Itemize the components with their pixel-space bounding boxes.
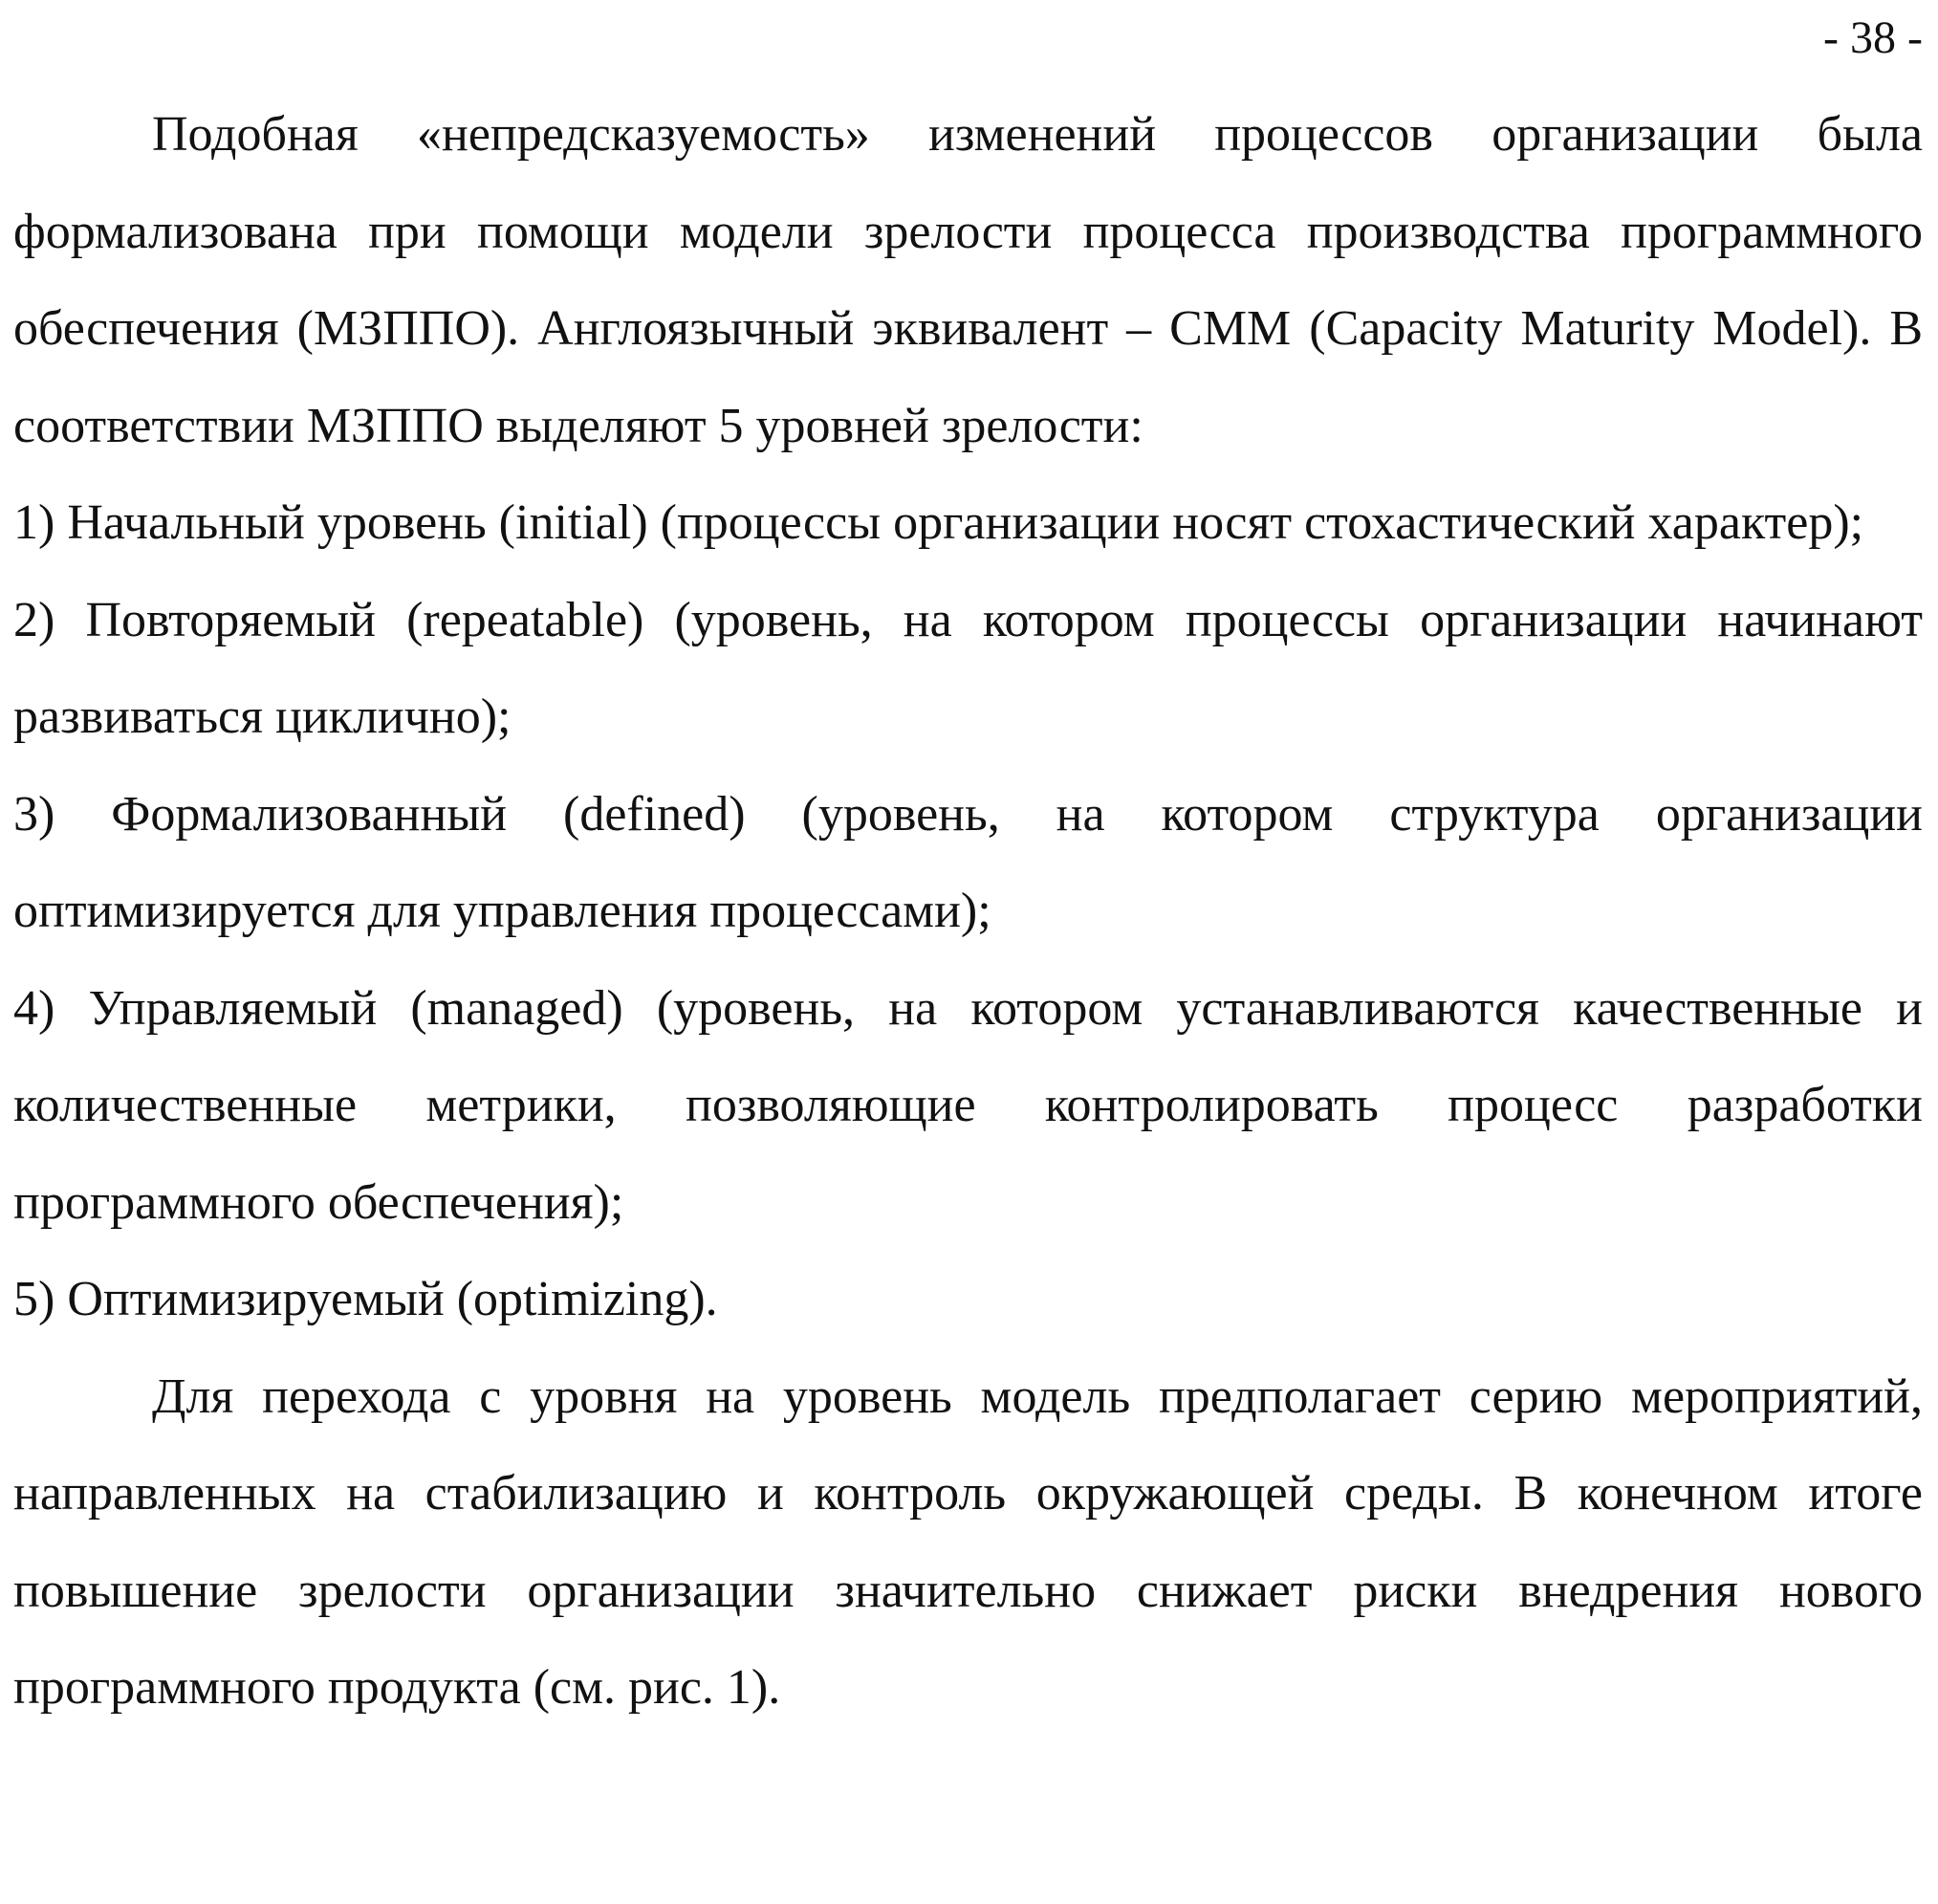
document-body: [13, 86, 1923, 1737]
intro-paragraph: Подобная «непредсказуемость» изменений процессов организации была формализована при помощи модели зрелости процесса производства программного обеспечения (МЗППО). Англоязычный эквивалент – СММ (Capacity Maturity Model). В соответствии МЗППО выделяют 5 уровней зрелости:: [13, 107, 1923, 453]
outro-paragraph: Для перехода с уровня на уровень модель предполагает серию мероприятий, направленных на стабилизацию и контроль окружающей среды. В конечном итоге повышение зрелости организации значительно снижает риски внедрения нового программного продукта (см. рис. 1).: [13, 1368, 1923, 1715]
list-item-level-5: 5) Оптимизируемый (optimizing).: [13, 1272, 718, 1326]
list-item-level-2: 2) Повторяемый (repeatable) (уровень, на котором процессы организации начинают развиваться циклично);: [13, 592, 1923, 744]
list-item-level-1: 1) Начальный уровень (initial) (процессы организации носят стохастический характер);: [13, 495, 1864, 550]
list-item-level-3: 3) Формализованный (defined) (уровень, на котором структура организации оптимизируется для управления процессами);: [13, 786, 1923, 938]
page-number: - 38 -: [1823, 12, 1923, 63]
list-item-level-4: 4) Управляемый (managed) (уровень, на котором устанавливаются качественные и количественные метрики, позволяющие контролировать процесс разработки программного обеспечения);: [13, 980, 1923, 1230]
